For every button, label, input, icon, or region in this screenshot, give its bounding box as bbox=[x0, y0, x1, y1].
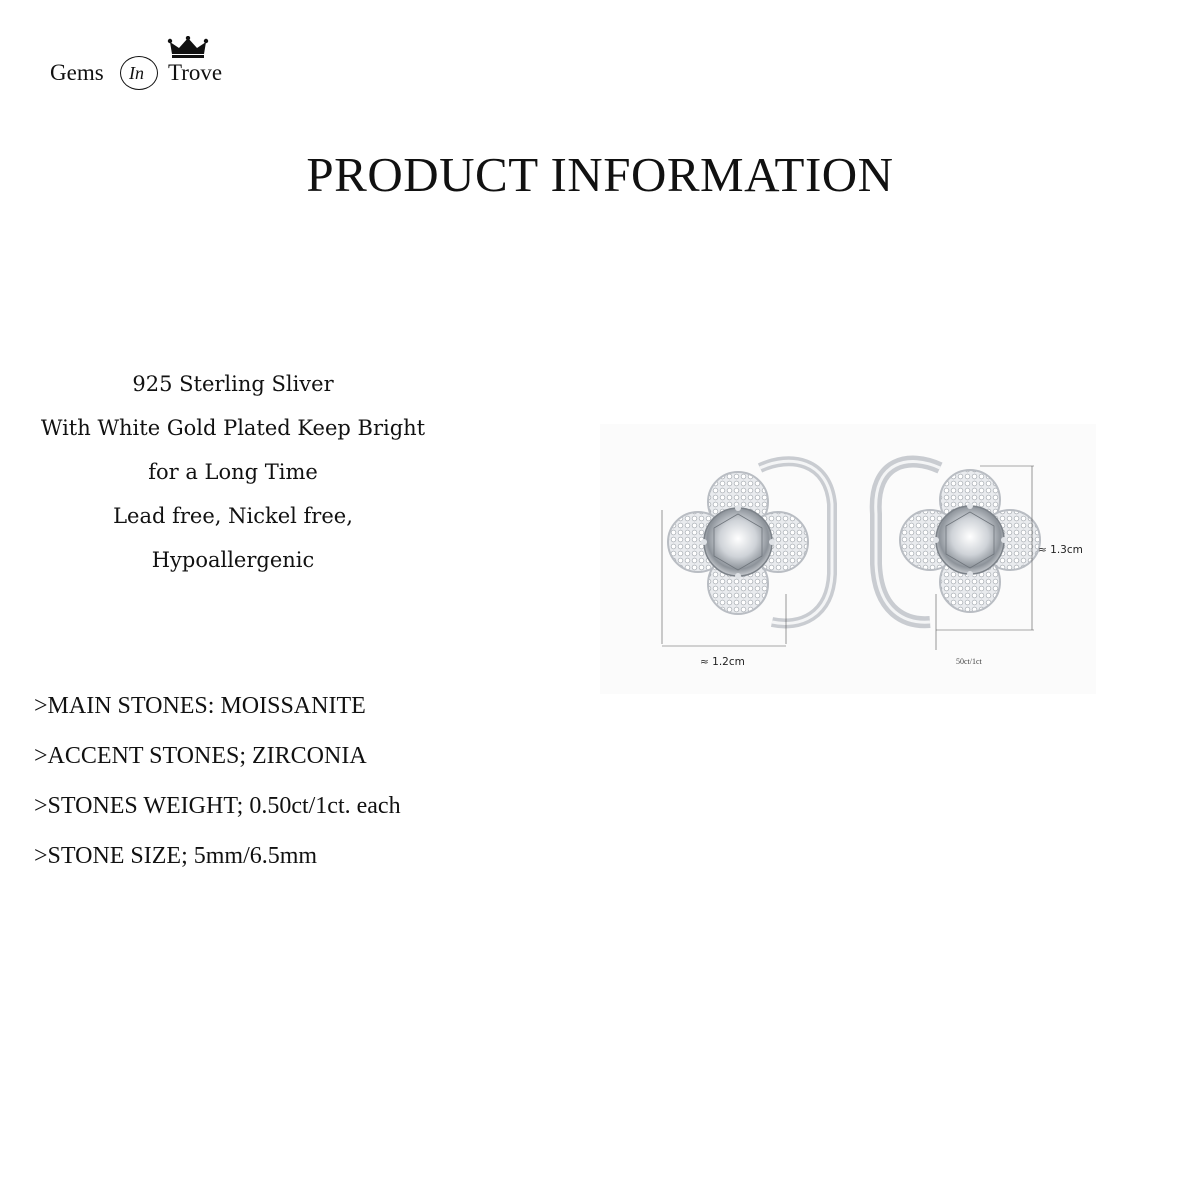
brand-name-left: Gems bbox=[50, 60, 104, 85]
page-title: PRODUCT INFORMATION bbox=[306, 147, 894, 202]
product-photo bbox=[600, 424, 1096, 694]
earrings-illustration bbox=[600, 424, 1096, 694]
spec-main-stones: >MAIN STONES: MOISSANITE bbox=[34, 693, 366, 719]
spec-list bbox=[34, 686, 574, 886]
product-description bbox=[18, 362, 448, 582]
description-line: Lead free, Nickel free, bbox=[113, 504, 353, 528]
left-earring bbox=[662, 461, 832, 646]
crown-icon bbox=[166, 36, 210, 60]
description-line: for a Long Time bbox=[148, 460, 318, 484]
right-earring bbox=[876, 462, 1040, 650]
spec-stone-size: >STONE SIZE; 5mm/6.5mm bbox=[34, 843, 318, 869]
brand-logo bbox=[48, 36, 248, 96]
brand-name-right: Trove bbox=[168, 60, 223, 85]
spec-accent-stones: >ACCENT STONES; ZIRCONIA bbox=[34, 743, 367, 769]
description-line: 925 Sterling Sliver bbox=[132, 372, 334, 396]
description-line: Hypoallergenic bbox=[151, 548, 315, 572]
brand-name-middle: In bbox=[129, 63, 144, 83]
width-dimension-label: ≈ 1.2cm bbox=[700, 656, 745, 668]
height-dimension-label: ≈ 1.3cm bbox=[1038, 544, 1083, 556]
description-line: With White Gold Plated Keep Bright bbox=[40, 416, 426, 440]
carat-label: 50ct/1ct bbox=[956, 657, 982, 666]
spec-stones-weight: >STONES WEIGHT; 0.50ct/1ct. each bbox=[34, 793, 401, 819]
